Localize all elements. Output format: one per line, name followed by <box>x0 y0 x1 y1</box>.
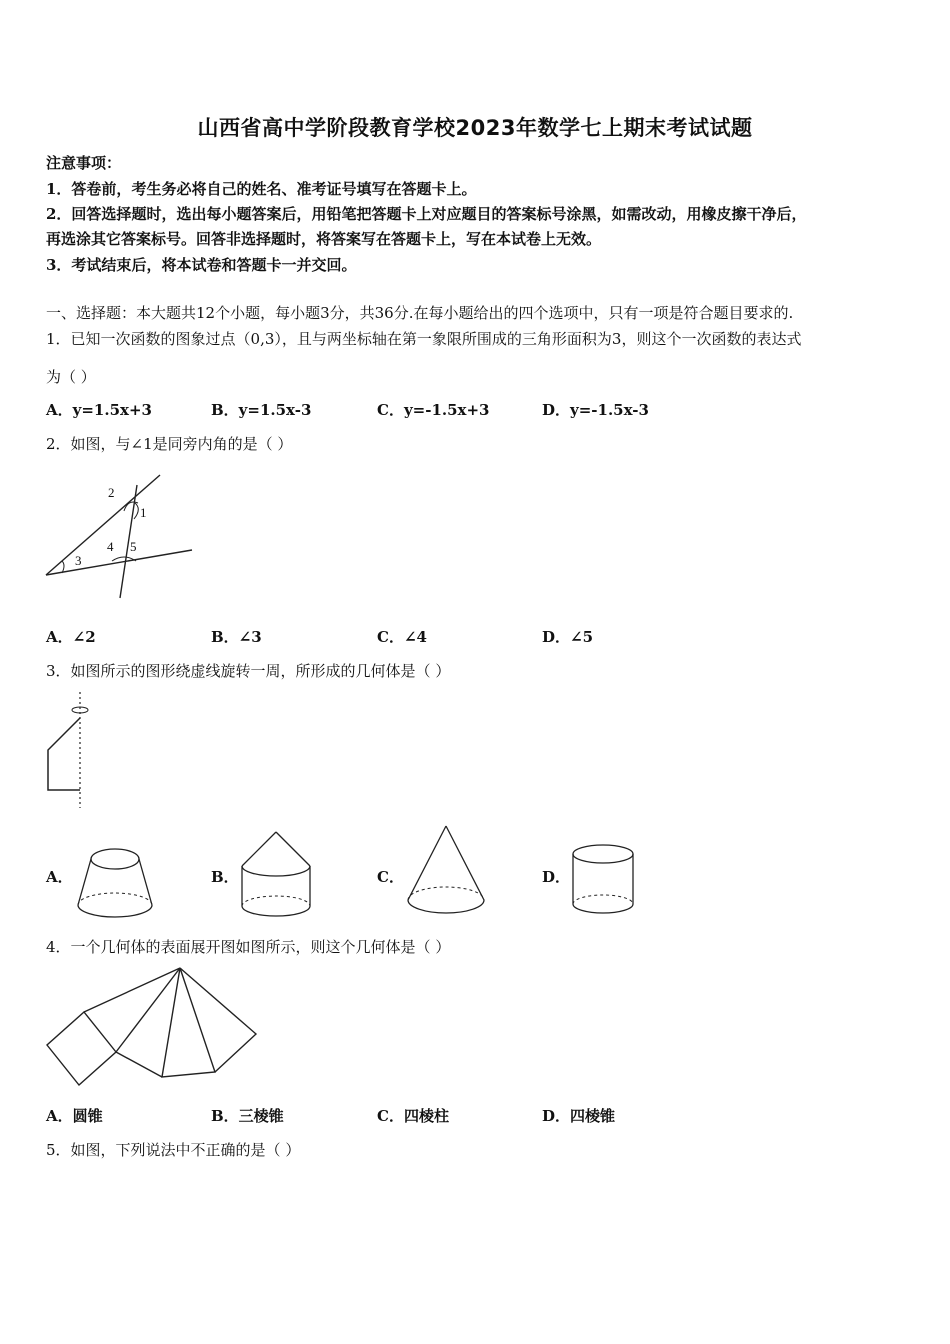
q4-net-figure <box>40 962 265 1090</box>
question-5-text: 5．如图，下列说法中不正确的是（ ） <box>46 1141 301 1159</box>
notice-item: 3．考试结束后，将本试卷和答题卡一并交回。 <box>46 256 357 274</box>
q3-option-b[interactable]: B． <box>211 868 239 886</box>
q1-option-b[interactable]: B．y=1.5x-3 <box>211 401 312 419</box>
frustum-icon <box>74 845 156 920</box>
question-4-text: 4．一个几何体的表面展开图如图所示，则这个几何体是（ ） <box>46 938 451 956</box>
question-1-text-cont: 为（ ） <box>46 368 96 386</box>
fig-label-5: 5 <box>130 539 137 554</box>
q3-option-c[interactable]: C． <box>377 868 404 886</box>
page-title: 山西省高中学阶段教育学校2023年数学七上期末考试试题 <box>197 116 753 140</box>
q2-option-d[interactable]: D．∠5 <box>542 628 594 646</box>
q3-option-a[interactable]: A． <box>46 868 73 886</box>
q1-option-a[interactable]: A．y=1.5x+3 <box>46 401 152 419</box>
fig-label-4: 4 <box>107 539 114 554</box>
cone-cylinder-icon <box>238 830 314 920</box>
notice-item: 1．答卷前，考生务必将自己的姓名、准考证号填写在答题卡上。 <box>46 180 477 198</box>
q3-rotation-figure <box>40 688 100 813</box>
q4-option-a[interactable]: A．圆锥 <box>46 1107 103 1125</box>
q1-option-c[interactable]: C．y=-1.5x+3 <box>377 401 490 419</box>
cylinder-icon <box>570 842 636 920</box>
q3-option-d[interactable]: D． <box>542 868 571 886</box>
notice-item: 再选涂其它答案标号。回答非选择题时，将答案写在答题卡上，写在本试卷上无效。 <box>46 230 602 248</box>
fig-label-1: 1 <box>140 505 147 520</box>
q4-option-c[interactable]: C．四棱柱 <box>377 1107 449 1125</box>
q1-option-d[interactable]: D．y=-1.5x-3 <box>542 401 649 419</box>
q4-option-d[interactable]: D．四棱锥 <box>542 1107 616 1125</box>
cone-icon <box>404 824 488 918</box>
question-3-text: 3．如图所示的图形绕虚线旋转一周，所形成的几何体是（ ） <box>46 662 451 680</box>
section-heading: 一、选择题：本大题共12个小题，每小题3分，共36分.在每小题给出的四个选项中，只有一项是符合题目要求的. <box>46 304 794 322</box>
q2-option-b[interactable]: B．∠3 <box>211 628 262 646</box>
notice-item: 2．回答选择题时，选出每小题答案后，用铅笔把答题卡上对应题目的答案标号涂黑，如需改动，用橡皮擦干净后， <box>46 205 807 223</box>
q2-option-a[interactable]: A．∠2 <box>46 628 96 646</box>
question-1-text: 1．已知一次函数的图象过点（0,3），且与两坐标轴在第一象限所围成的三角形面积为3，则这个一次函数的表达式 <box>46 330 802 348</box>
q4-option-b[interactable]: B．三棱锥 <box>211 1107 284 1125</box>
fig-label-3: 3 <box>75 553 82 568</box>
fig-label-2: 2 <box>108 485 115 500</box>
question-2-text: 2．如图，与∠1是同旁内角的是（ ） <box>46 435 293 453</box>
q2-angle-figure <box>40 465 200 605</box>
notice-heading: 注意事项： <box>46 154 122 172</box>
q2-option-c[interactable]: C．∠4 <box>377 628 427 646</box>
